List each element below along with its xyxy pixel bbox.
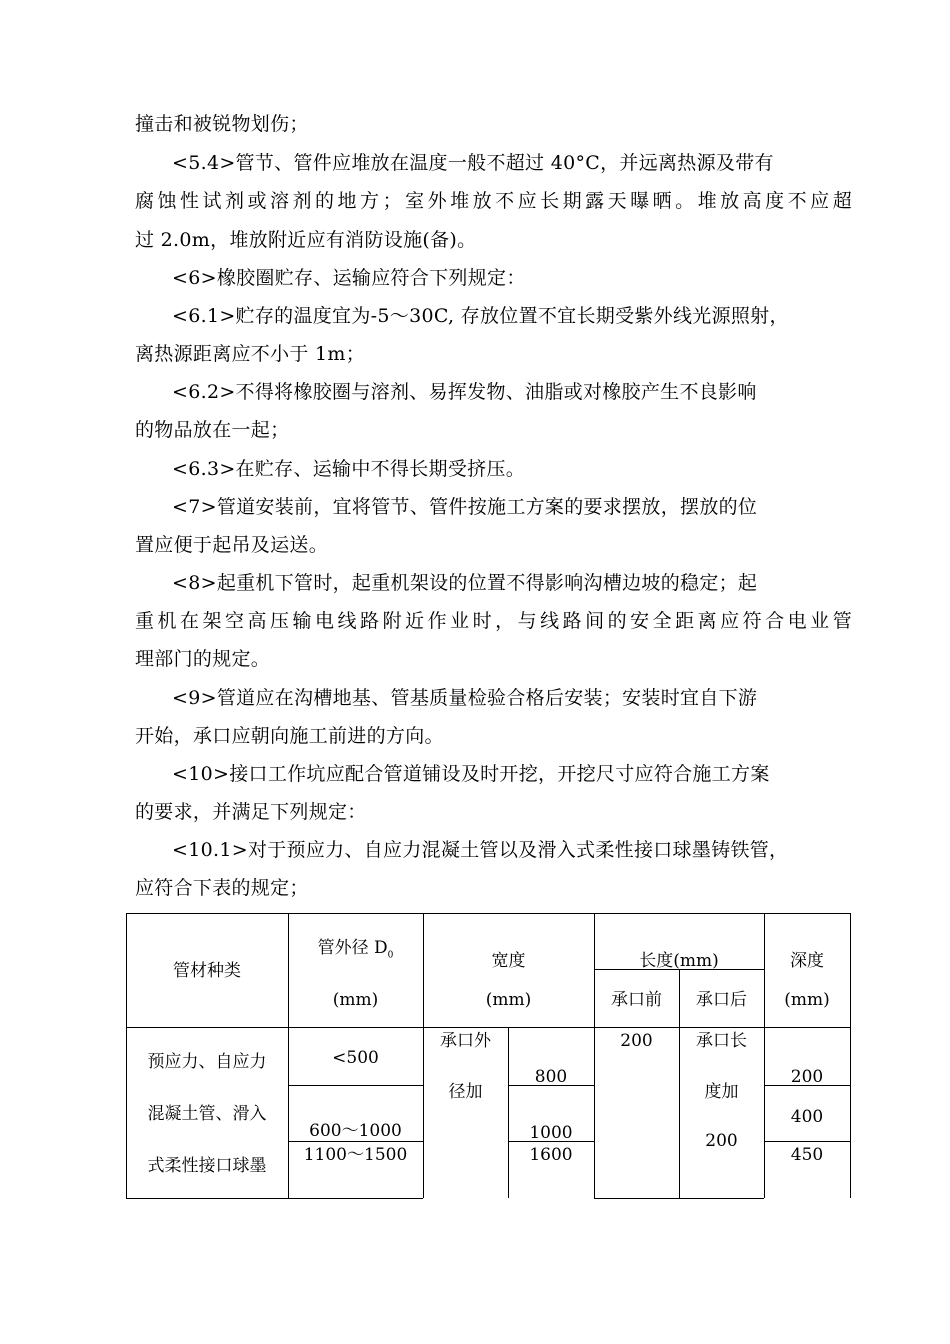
width-value: 800 bbox=[534, 1067, 568, 1087]
paragraph-line: <6.3>在贮存、运输中不得长期受挤压。 bbox=[172, 458, 526, 480]
width-label: 径加 bbox=[448, 1082, 483, 1102]
table-border bbox=[126, 1027, 850, 1028]
paragraph-line: 应符合下表的规定； bbox=[135, 877, 309, 899]
table-border bbox=[126, 913, 850, 914]
table-border bbox=[126, 1198, 423, 1199]
material-line: 预应力、自应力 bbox=[147, 1052, 267, 1072]
header-diameter-unit: (mm) bbox=[332, 990, 379, 1010]
back-label: 度加 bbox=[704, 1082, 739, 1102]
table-border bbox=[764, 1141, 850, 1142]
header-length-front: 承口前 bbox=[611, 990, 662, 1010]
diameter-value: 1100～1500 bbox=[303, 1145, 408, 1165]
header-length-back: 承口后 bbox=[696, 990, 747, 1010]
paragraph-line: 开始，承口应朝向施工前进的方向。 bbox=[135, 725, 444, 747]
paragraph-line: 撞击和被锐物划伤； bbox=[135, 113, 309, 135]
header-depth: 深度 bbox=[790, 951, 824, 971]
table-border bbox=[594, 1198, 764, 1199]
paragraph-line: <6>橡胶圈贮存、运输应符合下列规定： bbox=[172, 267, 526, 289]
table-border bbox=[288, 1085, 423, 1086]
paragraph-line: <6.2>不得将橡胶圈与溶剂、易挥发物、油脂或对橡胶产生不良影响 bbox=[172, 381, 757, 403]
material-line: 式柔性接口球墨 bbox=[147, 1156, 267, 1176]
back-label: 200 bbox=[705, 1131, 738, 1151]
header-diameter: 管外径 $D_0$ bbox=[317, 938, 394, 961]
paragraph-line: 腐蚀性试剂或溶剂的地方；室外堆放不应长期露天曝晒。堆放高度不应超 bbox=[135, 190, 852, 212]
back-label: 承口长 bbox=[696, 1031, 747, 1051]
paragraph-line: 重机在架空高压输电线路附近作业时，与线路间的安全距离应符合电业管 bbox=[135, 610, 852, 632]
diameter-value: <500 bbox=[332, 1048, 379, 1068]
width-value: 1600 bbox=[529, 1145, 573, 1165]
table-border bbox=[508, 1027, 509, 1198]
header-length: 长度(mm) bbox=[639, 951, 719, 971]
depth-value: 400 bbox=[790, 1107, 824, 1127]
paragraph-line: <6.1>贮存的温度宜为-5～30C, 存放位置不宜长期受紫外线光源照射， bbox=[172, 305, 789, 327]
header-depth-unit: (mm) bbox=[784, 990, 830, 1010]
header-width-unit: (mm) bbox=[485, 990, 532, 1010]
front-value: 200 bbox=[620, 1031, 653, 1051]
paragraph-line: <10>接口工作坑应配合管道铺设及时开挖，开挖尺寸应符合施工方案 bbox=[172, 763, 770, 785]
paragraph-line: <5.4>管节、管件应堆放在温度一般不超过 40°C，并远离热源及带有 bbox=[172, 152, 774, 174]
width-value: 1000 bbox=[529, 1123, 573, 1143]
depth-value: 450 bbox=[790, 1145, 824, 1165]
paragraph-line: <10.1>对于预应力、自应力混凝土管以及滑入式柔性接口球墨铸铁管， bbox=[172, 839, 789, 861]
table-border bbox=[850, 913, 851, 1198]
material-line: 混凝土管、滑入 bbox=[147, 1104, 267, 1124]
diameter-value: 600～1000 bbox=[309, 1121, 402, 1141]
paragraph-line: 理部门的规定。 bbox=[135, 648, 271, 670]
paragraph-line: 的要求，并满足下列规定： bbox=[135, 801, 367, 823]
paragraph-line: <8>起重机下管时，起重机架设的位置不得影响沟槽边坡的稳定；起 bbox=[172, 572, 758, 594]
paragraph-line: 的物品放在一起； bbox=[135, 419, 290, 441]
header-material: 管材种类 bbox=[173, 961, 241, 981]
header-width: 宽度 bbox=[491, 951, 526, 971]
paragraph-line: 置应便于起吊及运送。 bbox=[135, 534, 329, 556]
paragraph-line: <9>管道应在沟槽地基、管基质量检验合格后安装；安装时宜自下游 bbox=[172, 687, 758, 709]
paragraph-line: 离热源距离应不小于 1m； bbox=[135, 343, 366, 365]
depth-value: 200 bbox=[790, 1067, 824, 1087]
width-label: 承口外 bbox=[440, 1031, 491, 1051]
paragraph-line: <7>管道安装前，宜将管节、管件按施工方案的要求摆放，摆放的位 bbox=[172, 496, 758, 518]
paragraph-line: 过 2.0m，堆放附近应有消防设施(备)。 bbox=[135, 229, 477, 251]
